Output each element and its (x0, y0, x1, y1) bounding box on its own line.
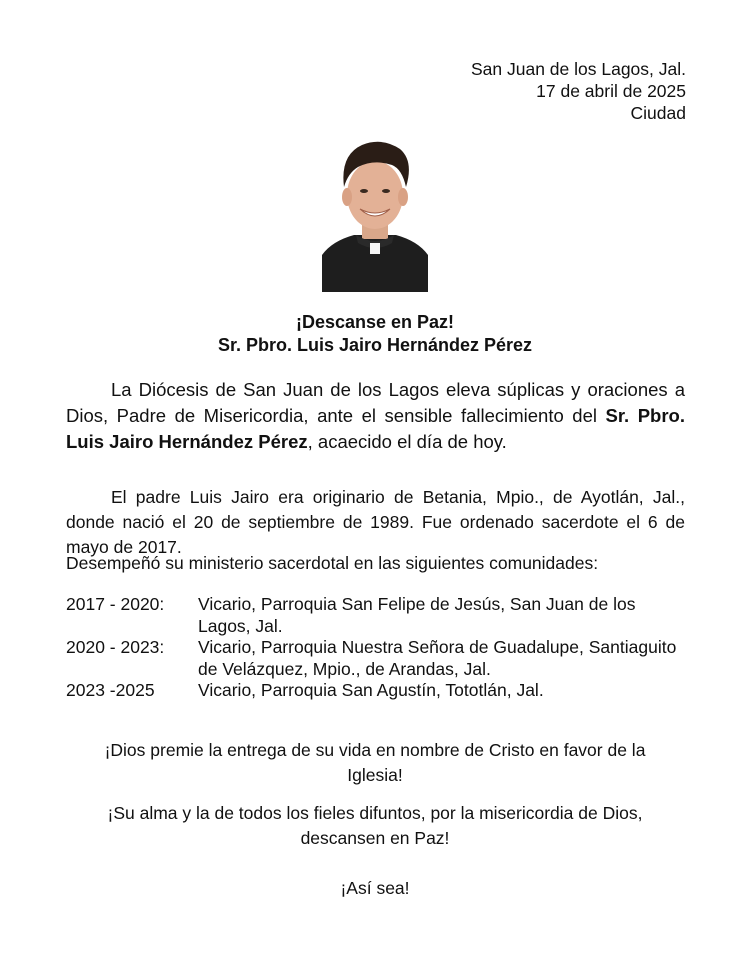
biography-text: El padre Luis Jairo era originario de Betania, Mpio., de Ayotlán, Jal., donde nació el 20 de septiembre de 1989. Fue ordenado sacerdote el 6 de mayo de 2017. (66, 487, 685, 557)
memorial-title (0, 311, 750, 357)
ministry-item (66, 637, 686, 680)
closing-amen: ¡Así sea! (340, 878, 410, 898)
announcement-paragraph (66, 377, 685, 455)
letter-header (471, 58, 686, 124)
ministry-intro: Desempeñó su ministerio sacerdotal en las siguientes comunidades: (66, 553, 599, 573)
ministry-item (66, 680, 686, 702)
title-priest-name: Sr. Pbro. Luis Jairo Hernández Pérez (217, 335, 533, 355)
priest-name-bold: Sr. Pbro. Luis Jairo Hernández Pérez (66, 405, 685, 452)
ministry-years: 2023 -2025 (66, 680, 155, 700)
closing-prayer-2: ¡Su alma y la de todos los fieles difuntos, por la misericordia de Dios, descansen en Paz! (107, 803, 643, 848)
ministry-item (66, 594, 686, 637)
ministry-description: Vicario, Parroquia San Agustín, Tototlán, Jal. (198, 680, 544, 700)
portrait-photo (322, 135, 428, 292)
ministry-description: Vicario, Parroquia San Felipe de Jesús, San Juan de los Lagos, Jal. (198, 594, 636, 636)
place: San Juan de los Lagos, Jal. (470, 59, 686, 79)
title-rest-in-peace: ¡Descanse en Paz! (295, 312, 455, 332)
ministry-years: 2020 - 2023: (66, 637, 165, 657)
biography-paragraph (66, 485, 685, 560)
ministry-years: 2017 - 2020: (66, 594, 165, 614)
announcement-text-end: , acaecido el día de hoy. (307, 431, 507, 452)
date: 17 de abril de 2025 (536, 81, 686, 101)
closing-prayer-1: ¡Dios premie la entrega de su vida en nombre de Cristo en favor de la Iglesia! (104, 740, 646, 785)
ministry-description: Vicario, Parroquia Nuestra Señora de Guadalupe, Santiaguito de Velázquez, Mpio., de Arandas, Jal. (198, 637, 677, 679)
announcement-text: La Diócesis de San Juan de los Lagos eleva súplicas y oraciones a Dios, Padre de Misericordia, ante el sensible fallecimiento del (66, 379, 685, 426)
ministry-list (66, 594, 686, 702)
recipient: Ciudad (630, 103, 686, 123)
